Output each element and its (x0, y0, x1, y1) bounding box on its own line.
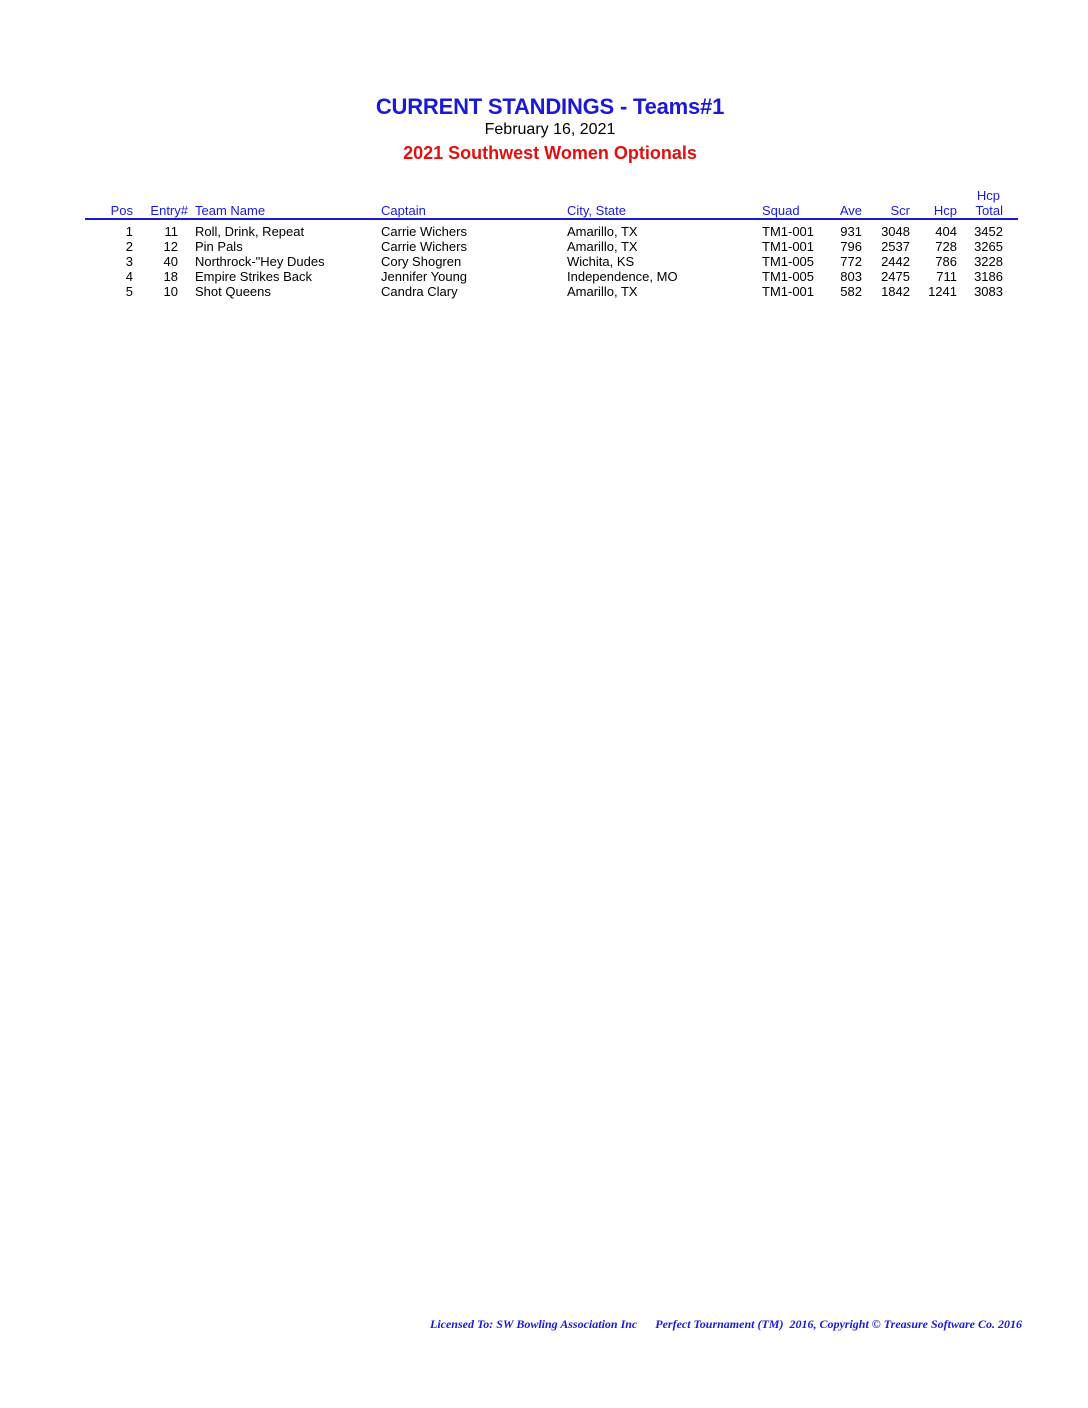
table-row (0, 284, 1088, 299)
cell-pos: 4 (125, 269, 133, 284)
cell-captain: Candra Clary (381, 284, 458, 299)
table-row (0, 254, 1088, 269)
standings-table (0, 224, 1088, 299)
cell-scr: 2442 (881, 254, 910, 269)
cell-scr: 2537 (881, 239, 910, 254)
cell-squad: TM1-005 (762, 269, 815, 284)
cell-city-state: Amarillo, TX (567, 239, 638, 254)
event-name: 2021 Southwest Women Optionals (403, 143, 697, 163)
table-row (0, 224, 1088, 239)
cell-scr: 1842 (881, 284, 910, 299)
header-pos: Pos (110, 203, 133, 218)
cell-scr: 3048 (881, 224, 910, 239)
footer-copyright: Perfect Tournament (TM) 2016, Copyright © Treasure Software Co. 2016 (655, 1317, 1022, 1331)
cell-team-name: Pin Pals (195, 239, 243, 254)
header-captain: Captain (381, 203, 426, 218)
cell-ave: 931 (840, 224, 862, 239)
cell-pos: 1 (125, 224, 133, 239)
cell-pos: 3 (125, 254, 133, 269)
header-squad: Squad (762, 203, 800, 218)
cell-hcp-total: 3452 (974, 224, 1003, 239)
cell-hcp: 1241 (928, 284, 957, 299)
cell-hcp: 728 (935, 239, 957, 254)
report-date: February 16, 2021 (484, 121, 616, 138)
page-footer (0, 1317, 1022, 1332)
cell-pos: 5 (125, 284, 133, 299)
header-hcp: Hcp (933, 203, 957, 218)
cell-ave: 803 (840, 269, 862, 284)
cell-city-state: Wichita, KS (567, 254, 635, 269)
cell-squad: TM1-005 (762, 254, 815, 269)
cell-entry: 40 (163, 254, 178, 269)
cell-squad: TM1-001 (762, 284, 815, 299)
cell-ave: 582 (840, 284, 862, 299)
table-row (0, 239, 1088, 254)
header-team-name: Team Name (195, 203, 266, 218)
cell-hcp-total: 3083 (974, 284, 1003, 299)
cell-captain: Cory Shogren (381, 254, 462, 269)
cell-hcp-total: 3265 (974, 239, 1003, 254)
cell-entry: 18 (163, 269, 178, 284)
footer-license: Licensed To: SW Bowling Association Inc (429, 1317, 638, 1331)
cell-hcp: 786 (935, 254, 957, 269)
cell-city-state: Amarillo, TX (567, 224, 638, 239)
cell-entry: 10 (163, 284, 178, 299)
header-hcp-total-line2: Total (975, 203, 1003, 218)
cell-ave: 796 (840, 239, 862, 254)
header-entry: Entry# (150, 203, 188, 218)
cell-squad: TM1-001 (762, 224, 815, 239)
header-hcp-total-line1: Hcp (976, 188, 1000, 203)
cell-team-name: Northrock-"Hey Dudes (195, 254, 325, 269)
table-row (0, 269, 1088, 284)
header-divider (85, 218, 1018, 220)
cell-pos: 2 (125, 239, 133, 254)
cell-squad: TM1-001 (762, 239, 815, 254)
cell-team-name: Roll, Drink, Repeat (195, 224, 305, 239)
cell-captain: Jennifer Young (381, 269, 468, 284)
report-title: CURRENT STANDINGS - Teams#1 (375, 94, 725, 119)
header-scr: Scr (890, 203, 910, 218)
cell-captain: Carrie Wichers (381, 224, 467, 239)
cell-team-name: Empire Strikes Back (195, 269, 313, 284)
cell-hcp: 711 (936, 269, 957, 284)
cell-team-name: Shot Queens (195, 284, 271, 299)
cell-scr: 2475 (881, 269, 910, 284)
cell-hcp-total: 3228 (974, 254, 1003, 269)
cell-captain: Carrie Wichers (381, 239, 467, 254)
header-city-state: City, State (567, 203, 627, 218)
cell-city-state: Independence, MO (567, 269, 678, 284)
cell-city-state: Amarillo, TX (567, 284, 638, 299)
cell-hcp-total: 3186 (974, 269, 1003, 284)
cell-entry: 12 (163, 239, 178, 254)
cell-hcp: 404 (935, 224, 957, 239)
cell-ave: 772 (840, 254, 862, 269)
cell-entry: 11 (164, 224, 178, 239)
header-ave: Ave (839, 203, 862, 218)
